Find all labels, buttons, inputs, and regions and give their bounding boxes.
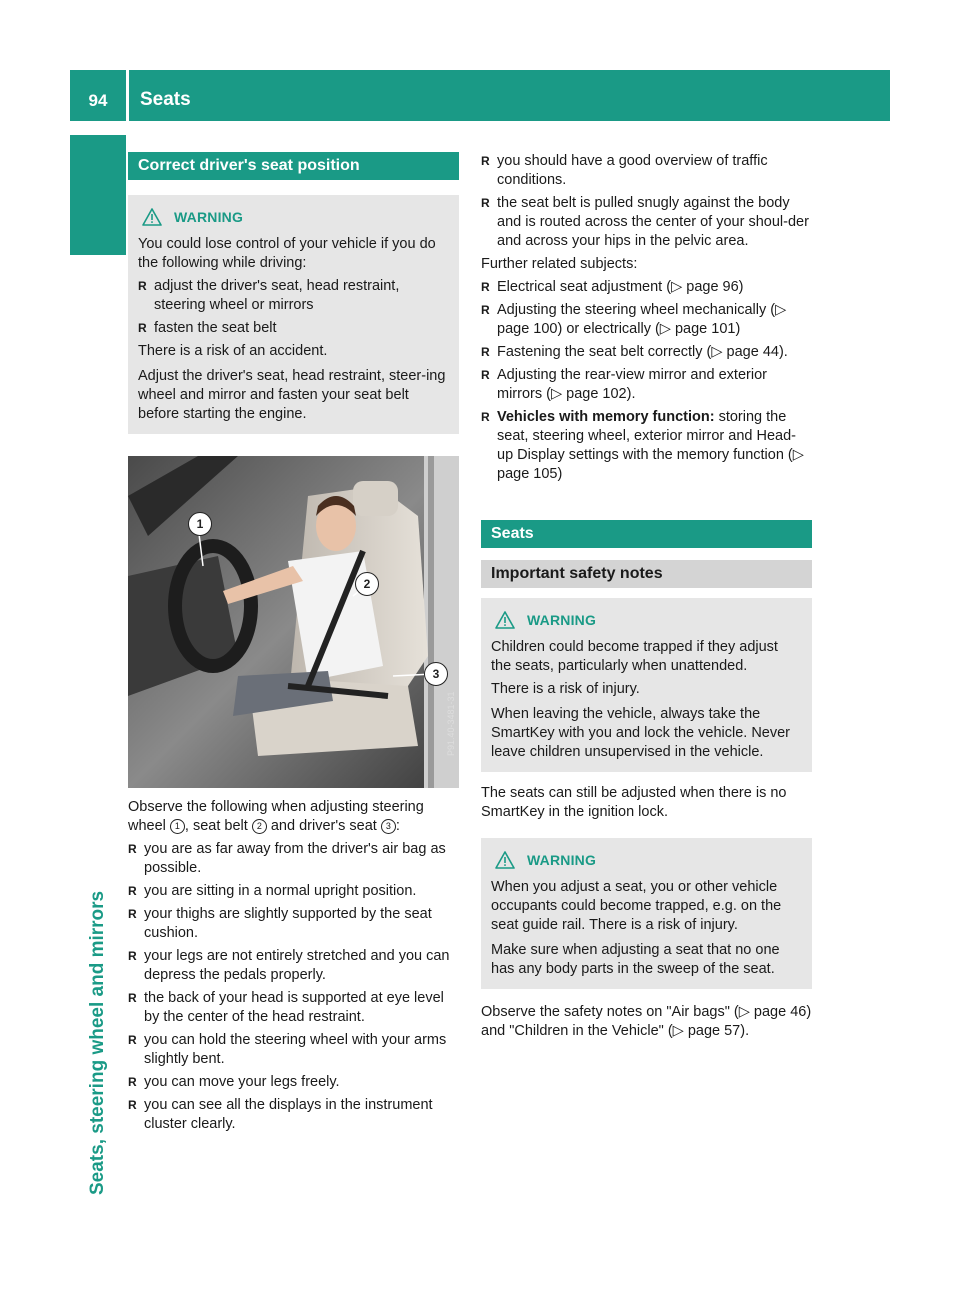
warning-title: WARNING: [527, 851, 597, 868]
list-item: R your legs are not entirely stretched and you can depress the pedals properly.: [128, 947, 459, 985]
warning-text: Children could become trapped if they adjust the seats, particularly when unattended.: [491, 639, 778, 674]
callout-2: 2: [355, 572, 379, 596]
warning-triangle-icon: [495, 851, 515, 869]
observe-text-4: :: [395, 818, 400, 834]
list-item: R you can hold the steering wheel with your arms slightly bent.: [128, 1031, 459, 1069]
list-item: R the back of your head is supported at eye level by the center of the head restraint.: [128, 989, 459, 1027]
callout-1: 1: [188, 512, 212, 536]
driver-seat-photo: [128, 456, 459, 788]
memory-bold-label: Vehicles with memory function:: [497, 409, 715, 425]
header-bar: [70, 70, 890, 121]
warning-text: There is a risk of injury.: [491, 681, 640, 697]
list-item: R your thighs are slightly supported by the seat cushion.: [128, 905, 459, 943]
related-link[interactable]: R Electrical seat adjustment (▷ page 96): [481, 278, 812, 297]
smartkey-paragraph: The seats can still be adjusted when there is no SmartKey in the ignition lock.: [481, 785, 787, 820]
list-item: R adjust the driver's seat, head restraint, steering wheel or mirrors: [138, 277, 449, 315]
warning-text: When leaving the vehicle, always take the SmartKey with you and lock the vehicle. Never leave children unsupervised in the vehicle.: [491, 706, 790, 760]
warning-header: [491, 848, 802, 872]
warning-title: WARNING: [174, 208, 244, 225]
warning-title: WARNING: [527, 611, 597, 628]
further-subjects-label: Further related subjects:: [481, 256, 638, 272]
list-item: R you are as far away from the driver's air bag as possible.: [128, 840, 459, 878]
side-tab-label: Seats, steering wheel and mirrors: [87, 890, 108, 1195]
driver-seat-illustration: [128, 456, 459, 788]
page-title: Seats: [140, 89, 191, 110]
related-subjects-list: [481, 278, 812, 484]
warning-triangle-icon: [495, 611, 515, 629]
list-item: R you can move your legs freely.: [128, 1073, 459, 1092]
list-item: R you should have a good overview of traffic conditions.: [481, 152, 812, 190]
callout-3: 3: [424, 662, 448, 686]
observe-list: [128, 840, 459, 1134]
warning-header: [138, 205, 449, 229]
observe-text-1: Observe the following when adjusting steering wheel: [128, 799, 424, 834]
list-item: R you can see all the displays in the instrument cluster clearly.: [128, 1096, 459, 1134]
related-link[interactable]: R Adjusting the rear-view mirror and exterior mirrors (▷ page 102).: [481, 366, 812, 404]
warning-text: Make sure when adjusting a seat that no one has any body parts in the sweep of the seat.: [491, 942, 780, 977]
warning-text: When you adjust a seat, you or other vehicle occupants could become trapped, e.g. on the seat guide rail. There is a risk of injury.: [491, 879, 782, 933]
header-divider: [126, 70, 129, 121]
section-title-seat-position: Correct driver's seat position: [128, 152, 459, 180]
warning-triangle-icon: [142, 208, 162, 226]
ref-callout-1: 1: [170, 819, 185, 834]
warning-advice: Adjust the driver's seat, head restraint, steer-ing wheel and mirror and fasten your seat belt before starting the engine.: [138, 368, 446, 422]
related-link[interactable]: R Fastening the seat belt correctly (▷ page 44).: [481, 343, 812, 362]
ref-callout-2: 2: [252, 819, 267, 834]
warning-box-trapped: [481, 838, 812, 989]
safety-notes-paragraph: Observe the safety notes on "Air bags" (▷ page 46) and "Children in the Vehicle" (▷ page 57).: [481, 1004, 812, 1039]
warning-intro: You could lose control of your vehicle if you do the following while driving:: [138, 236, 436, 271]
section-title-seats: Seats: [481, 520, 812, 548]
related-link[interactable]: R Adjusting the steering wheel mechanically (▷ page 100) or electrically (▷ page 101): [481, 301, 812, 339]
list-item: R you are sitting in a normal upright position.: [128, 882, 459, 901]
list-item: R fasten the seat belt: [138, 319, 449, 338]
ref-callout-3: 3: [381, 819, 396, 834]
subsection-title-safety: Important safety notes: [481, 560, 812, 588]
warning-list: [138, 277, 449, 338]
warning-header: [491, 608, 802, 632]
observe-text-2: , seat belt: [184, 818, 248, 834]
warning-box-driving: [128, 195, 459, 434]
observe-text-3: and driver's seat: [270, 818, 377, 834]
related-link-memory[interactable]: [481, 408, 812, 484]
warning-risk: There is a risk of an accident.: [138, 343, 328, 359]
page-number: 94: [88, 91, 108, 110]
memory-text: storing the seat, steering wheel, exterior mirror and Head-up Display settings with the memory function (▷ page 105): [497, 409, 804, 482]
observe-paragraph: [128, 798, 459, 836]
figure-code: P91.40-3481-31: [446, 691, 456, 756]
warning-box-children: [481, 598, 812, 772]
left-column: [128, 140, 459, 1138]
right-column: [481, 152, 812, 1041]
position-list-continued: [481, 152, 812, 251]
list-item: R the seat belt is pulled snugly against the body and is routed across the center of your shoul-der and across your hips in the pelvic area.: [481, 194, 812, 251]
side-tab-marker: [70, 135, 126, 255]
